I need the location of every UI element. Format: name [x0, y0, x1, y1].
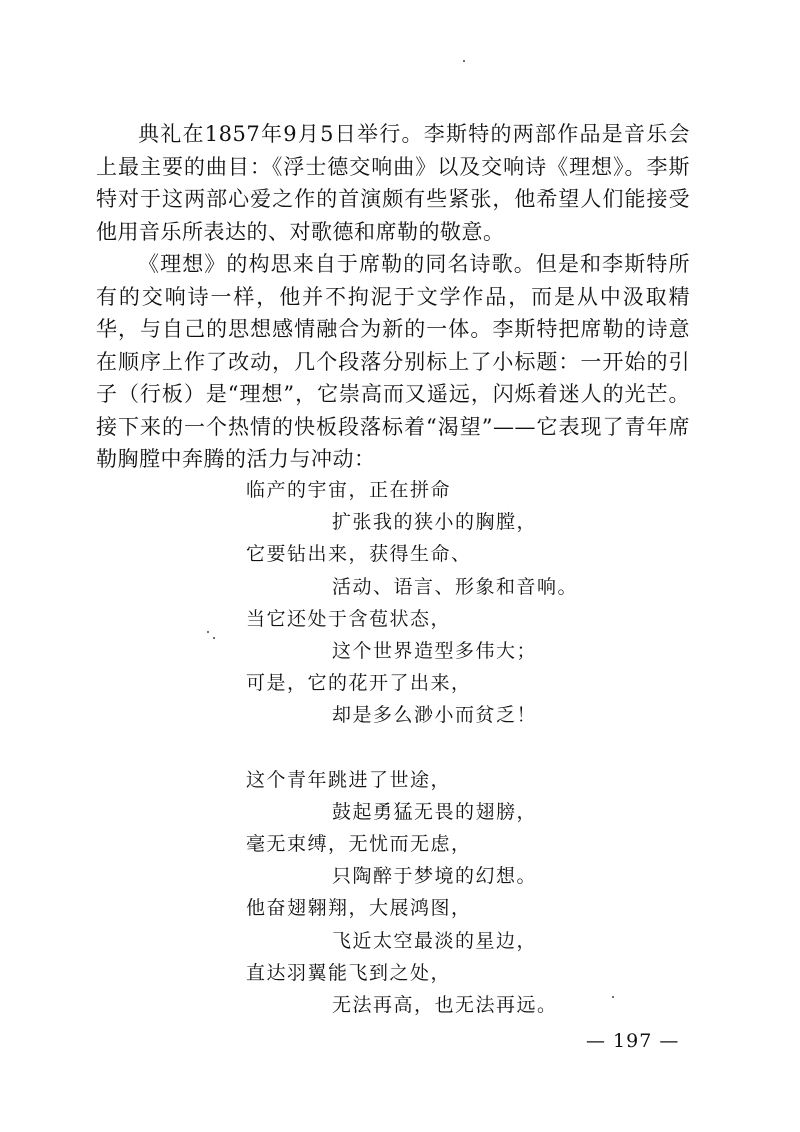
poem-line: 这个世界造型多伟大； [332, 640, 538, 663]
prose-body [96, 118, 690, 476]
scan-speck [463, 60, 465, 62]
poem-line: 毫无束缚，无忧而无虑， [246, 833, 472, 856]
poem-stanza-1 [246, 474, 626, 732]
poem-line: 直达羽翼能飞到之处， [246, 961, 452, 984]
poem-line: 这个青年跳进了世途， [246, 768, 452, 791]
paragraph-ceremony: 典礼在1857年9月5日举行。李斯特的两部作品是音乐会上最主要的曲目：《浮士德交响曲》以及交响诗《理想》。李斯特对于这两部心爱之作的首演颇有些紧张，他希望人们能接受他用音乐所表达的、对歌德和席勒的敬意。 [96, 122, 690, 244]
poem-line: 它要钻出来，获得生命、 [246, 543, 472, 566]
poem-line: 无法再高，也无法再远。 [332, 994, 558, 1017]
poem-line: 临产的宇宙，正在拼命 [246, 479, 452, 501]
poem-stanza-2 [246, 764, 626, 1022]
paragraph-ideal: 《理想》的构思来自于席勒的同名诗歌。但是和李斯特所有的交响诗一样，他并不拘泥于文学作品，而是从中汲取精华，与自己的思想感情融合为新的一体。李斯特把席勒的诗意在顺序上作了改动，几个段落分别标上了小标题：一开始的引子（行板）是“理想”，它崇高而又遥远，闪烁着迷人的光芒。接下来的一个热情的快板段落标着“渴望”——它表现了青年席勒胸膛中奔腾的活力与冲动： [96, 252, 690, 471]
poem-line: 却是多么渺小而贫乏！ [332, 704, 538, 727]
poem-line: 飞近太空最淡的星边， [332, 929, 538, 952]
scan-speck [612, 996, 614, 998]
page-number: — 197 — [586, 1030, 680, 1052]
poem-line: 鼓起勇猛无畏的翅膀， [332, 800, 538, 823]
scan-speck [213, 637, 215, 639]
poem-line: 只陶醉于梦境的幻想。 [332, 865, 538, 888]
poem-line: 可是，它的花开了出来， [246, 672, 472, 695]
scan-speck [207, 631, 209, 633]
stanza-gap [246, 732, 626, 764]
poem-block [246, 474, 626, 1021]
poem-line: 当它还处于含苞状态， [246, 607, 452, 630]
poem-line: 扩张我的狭小的胸膛， [332, 511, 538, 534]
poem-line: 活动、语言、形象和音响。 [332, 575, 579, 598]
poem-line: 他奋翅翱翔，大展鸿图， [246, 897, 472, 920]
